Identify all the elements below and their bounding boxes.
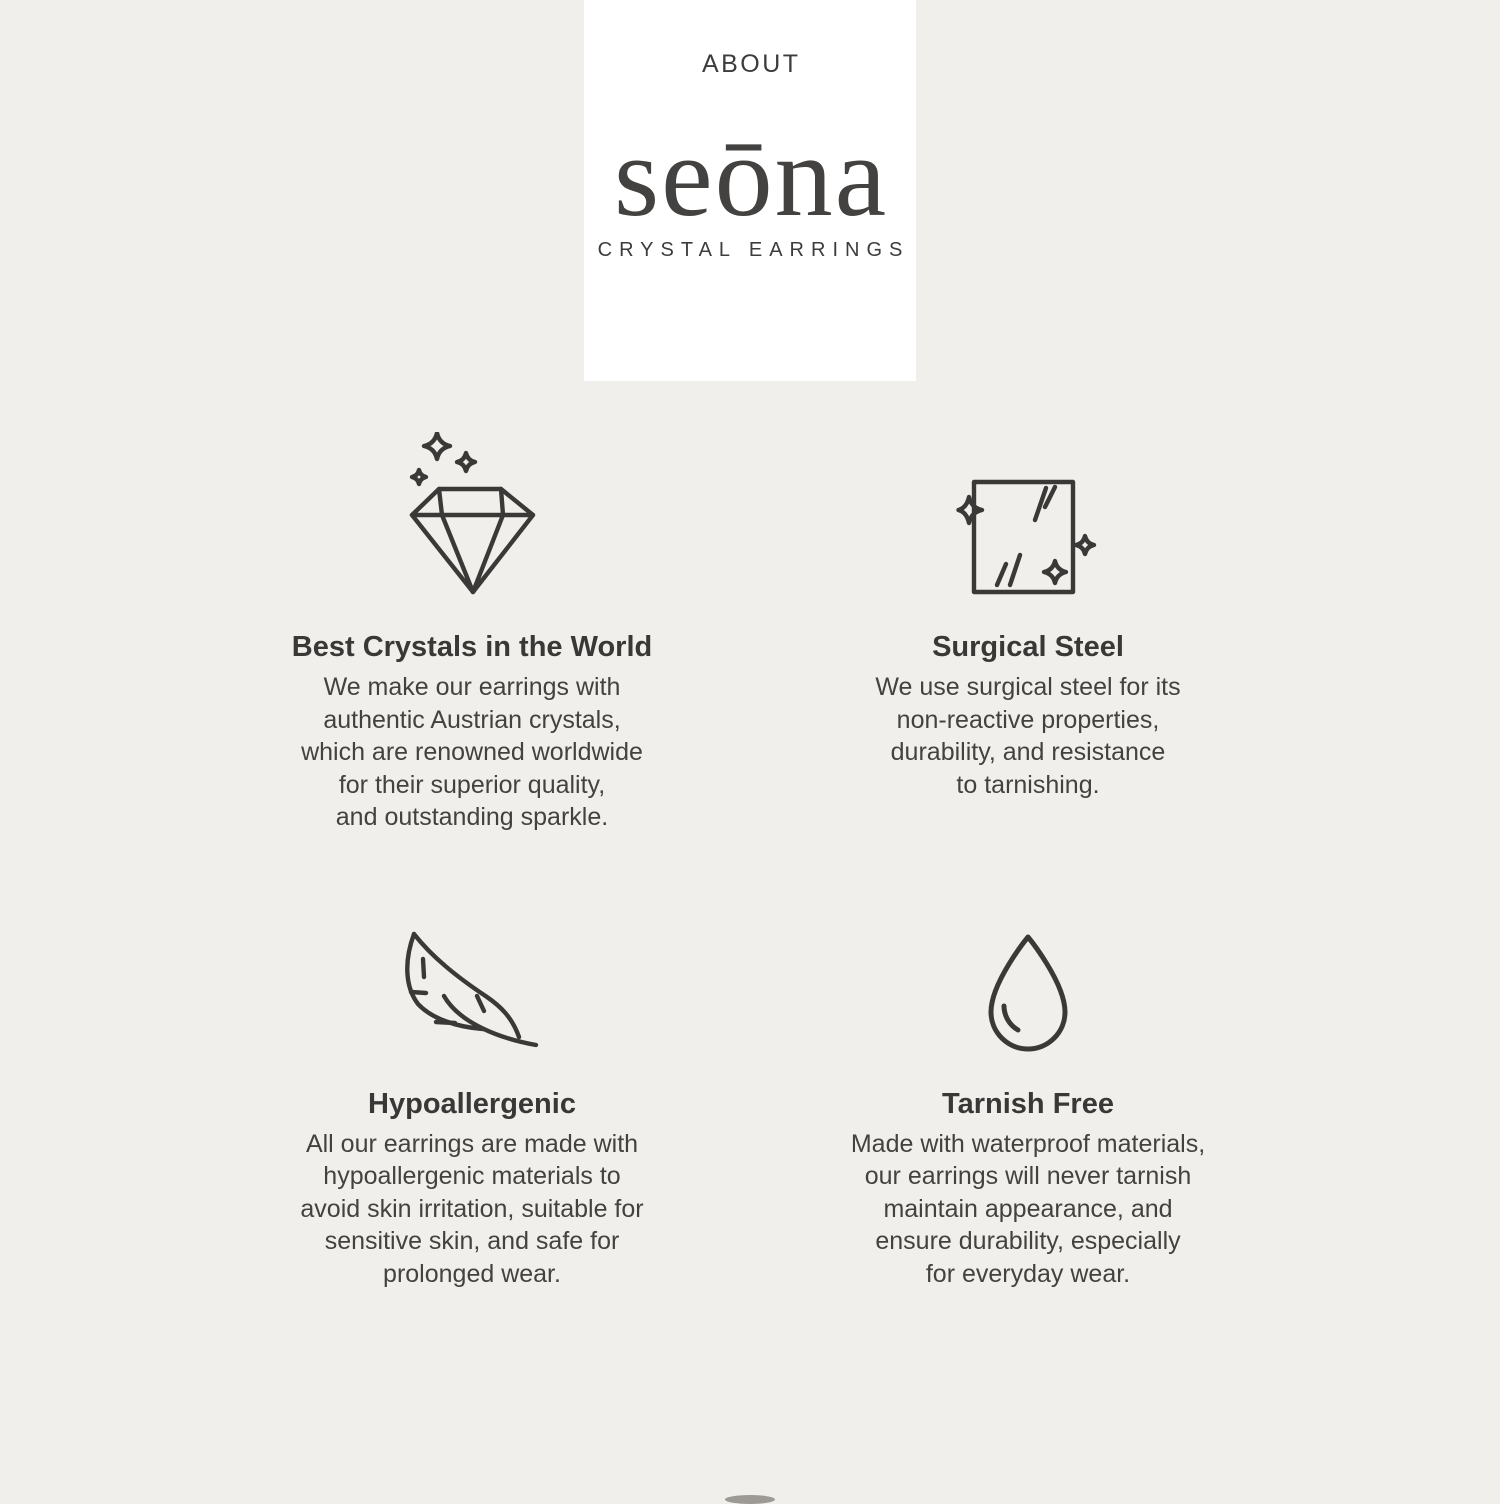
- diamond-sparkle-icon: [405, 432, 540, 597]
- feature-line: non-reactive properties,: [896, 705, 1160, 734]
- feature-tarnish-free: [750, 834, 1306, 1291]
- feature-line: All our earrings are made with: [305, 1129, 639, 1158]
- feature-line: our earrings will never tarnish: [864, 1162, 1192, 1190]
- feature-line: for everyday wear.: [925, 1259, 1131, 1288]
- feature-line: ensure durability, especially: [875, 1227, 1181, 1255]
- water-drop-icon: [982, 934, 1074, 1054]
- feature-best-crystals: [194, 381, 750, 834]
- feature-body: [194, 1128, 750, 1291]
- feature-line: authentic Austrian crystals,: [323, 705, 621, 734]
- brand-tagline: CRYSTAL EARRINGS: [597, 239, 910, 261]
- feature-line: and outstanding sparkle.: [335, 803, 609, 831]
- feature-hypoallergenic: [194, 834, 750, 1291]
- icon-slot: [194, 919, 750, 1054]
- feature-line: avoid skin irritation, suitable for: [300, 1194, 644, 1223]
- feature-title: Surgical Steel: [932, 631, 1124, 663]
- feature-line: maintain appearance, and: [883, 1194, 1173, 1223]
- feature-line: durability, and resistance: [890, 738, 1166, 766]
- feature-grid: [0, 381, 1500, 1290]
- about-label: ABOUT: [701, 50, 801, 78]
- feature-title: Best Crystals in the World: [291, 631, 653, 663]
- feature-body: [750, 1128, 1306, 1291]
- feature-row-1: [0, 381, 1500, 834]
- feather-icon: [402, 929, 542, 1054]
- brand-panel: [584, 0, 916, 381]
- feature-body: [750, 671, 1306, 801]
- brand-logo: seōna: [613, 113, 889, 241]
- icon-slot: [194, 431, 750, 597]
- feature-line: We use surgical steel for its: [875, 673, 1181, 701]
- feature-body: [194, 671, 750, 834]
- icon-slot: [750, 919, 1306, 1054]
- feature-line: which are renowned worldwide: [301, 738, 643, 766]
- steel-sheet-icon: [956, 475, 1101, 597]
- feature-row-2: [0, 834, 1500, 1291]
- icon-slot: [750, 431, 1306, 597]
- feature-line: Made with waterproof materials,: [850, 1129, 1206, 1158]
- feature-line: sensitive skin, and safe for: [324, 1227, 620, 1255]
- feature-title: Hypoallergenic: [368, 1087, 576, 1120]
- feature-surgical-steel: [750, 381, 1306, 834]
- feature-line: hypoallergenic materials to: [323, 1162, 621, 1190]
- feature-line: We make our earrings with: [323, 673, 621, 701]
- feature-line: prolonged wear.: [383, 1259, 561, 1288]
- feature-line: for their superior quality,: [338, 770, 606, 799]
- feature-line: to tarnishing.: [956, 770, 1100, 799]
- feature-title: Tarnish Free: [942, 1087, 1114, 1120]
